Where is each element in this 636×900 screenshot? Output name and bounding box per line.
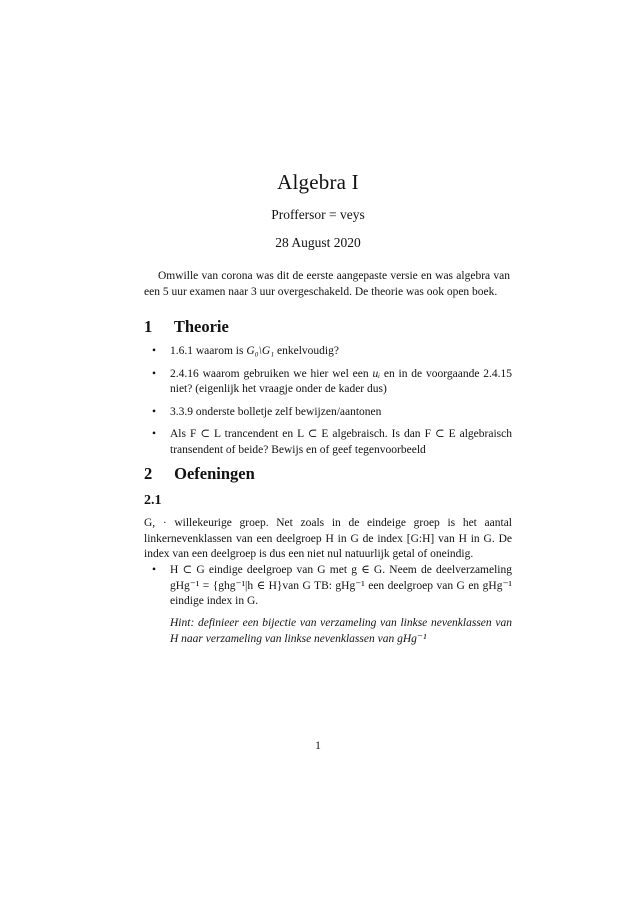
document-author: Proffersor = veys xyxy=(271,207,365,222)
section-number: 2 xyxy=(144,464,153,483)
section-number: 1 xyxy=(144,317,153,336)
list-item xyxy=(144,563,512,610)
list-item-text: 2.4.16 waarom gebruiken we hier wel een xyxy=(170,367,373,380)
list-item-text: H ⊂ G eindige deelgroep van G met g ∈ G. Neem de deelverzameling gHg⁻¹ = {ghg⁻¹|h ∈ H}van G TB: gHg⁻¹ een deelgroep van G en gHg⁻¹ eindige index in G. xyxy=(170,564,512,607)
bullet-icon: • xyxy=(152,428,157,440)
bullet-icon: • xyxy=(152,405,157,418)
page-number: 1 xyxy=(315,740,321,752)
oefeningen-list xyxy=(144,563,512,617)
section-title: Oefeningen xyxy=(174,464,255,483)
bullet-icon: • xyxy=(152,564,157,576)
document-title: Algebra I xyxy=(277,170,359,194)
document-date: 28 August 2020 xyxy=(275,235,361,250)
list-item-text: enkelvoudig? xyxy=(274,345,339,357)
exercise-paragraph: G, · willekeurige groep. Net zoals in de eindeige groep is het aantal linkernevenklassen van een deelgroep H in G de index [G:H] van H in G. De index van een deelgroep is dus een niet nul natuurlijk getal of oneindig. xyxy=(144,517,512,560)
bullet-icon: • xyxy=(152,367,157,380)
hint-text: Hint: definieer een bijectie van verzameling van linkse nevenklassen van H naar verzameling van linkse nevenklassen van gHg⁻¹ xyxy=(170,617,512,645)
section-title: Theorie xyxy=(173,317,229,336)
bullet-icon: • xyxy=(152,345,157,357)
section-heading-oefeningen xyxy=(144,464,255,484)
list-item-text: Als F ⊂ L trancendent en L ⊂ E algebraisch. Is dan F ⊂ E algebraisch transendent of beide? Bewijs en of geef tegenvoorbeeld xyxy=(170,428,512,456)
math-expression: G₀\G₁ xyxy=(246,345,275,357)
subsection-heading: 2.1 xyxy=(144,493,162,508)
list-item xyxy=(144,367,512,398)
math-expression: uᵢ xyxy=(372,367,381,380)
theorie-list xyxy=(144,344,512,465)
list-item xyxy=(144,344,512,360)
section-heading-theorie xyxy=(144,317,229,337)
list-item-text: en in de voorgaande 2.4.15 niet? (eigenlijk het vraagje onder de kader dus) xyxy=(170,367,513,395)
list-item-text: 3.3.9 onderste bolletje zelf bewijzen/aantonen xyxy=(170,405,382,418)
list-item xyxy=(144,405,512,421)
list-item-text: 1.6.1 waarom is xyxy=(170,345,247,357)
list-item xyxy=(144,427,512,458)
abstract-paragraph: Omwille van corona was dit de eerste aangepaste versie en was algebra van een 5 uur examen naar 3 uur overgeschakeld. De theorie was ook open boek. xyxy=(144,270,510,298)
